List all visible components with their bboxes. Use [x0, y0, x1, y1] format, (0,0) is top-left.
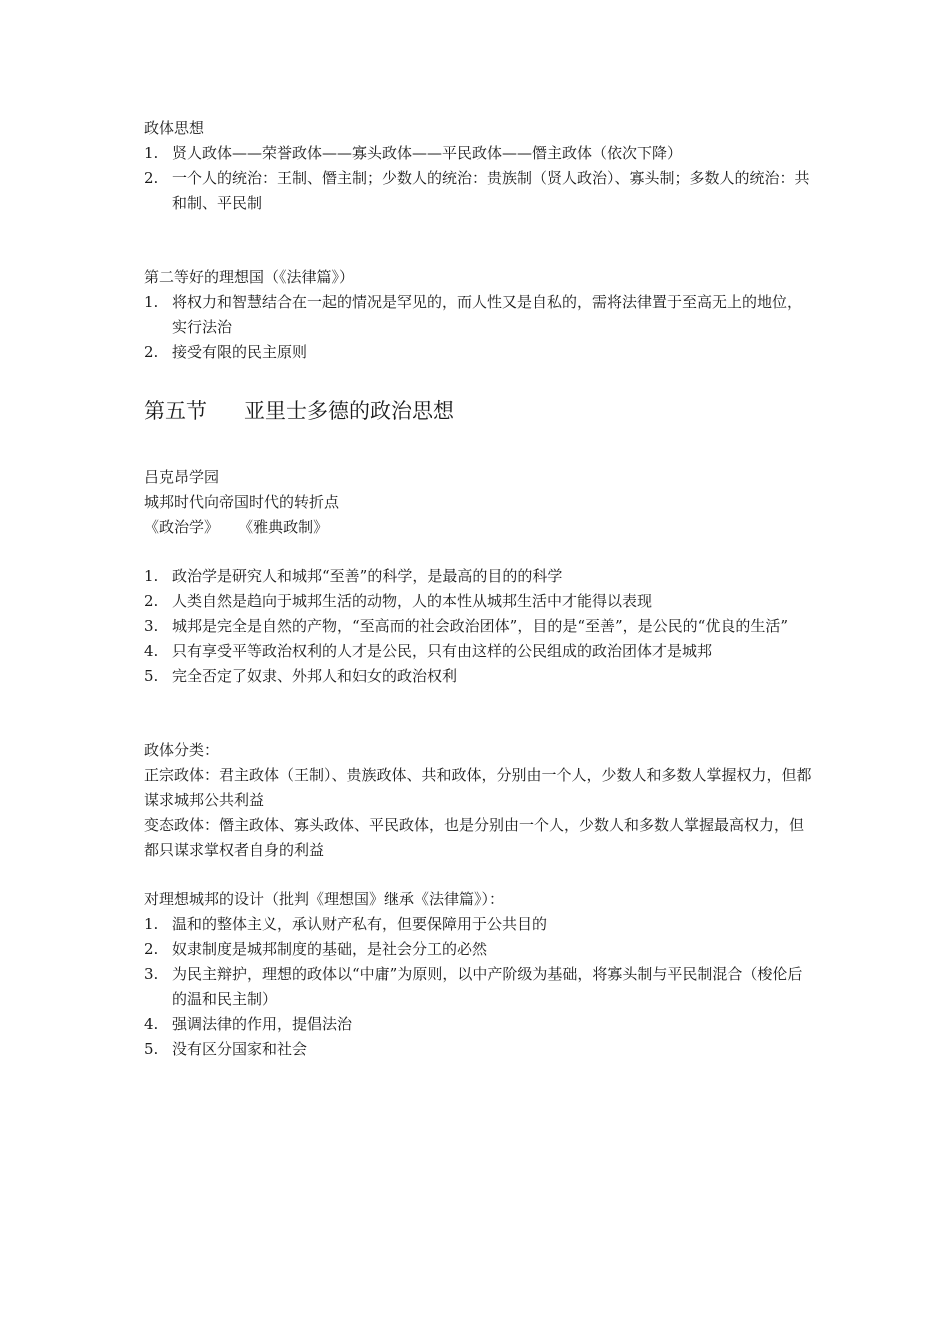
block5-title: 对理想城邦的设计（批判《理想国》继承《法律篇》）：	[144, 890, 505, 908]
intro-line-2: 城邦时代向帝国时代的转折点	[144, 493, 340, 511]
list-text: 人类自然是趋向于城邦生活的动物，人的本性从城邦生活中才能得以表现	[172, 592, 653, 610]
list-item	[144, 166, 814, 216]
list-item	[144, 912, 814, 937]
section-title: 亚里士多德的政治思想	[244, 399, 454, 423]
block2-title: 第二等好的理想国（《法律篇》）	[144, 268, 355, 286]
list-text: 只有享受平等政治权利的人才是公民，只有由这样的公民组成的政治团体才是城邦	[172, 642, 713, 660]
list-number: 3.	[144, 965, 159, 983]
block4-title: 政体分类：	[144, 741, 220, 759]
list-number: 2.	[144, 940, 159, 958]
list-item	[144, 1037, 814, 1062]
list-text: 没有区分国家和社会	[172, 1040, 308, 1058]
list-item	[144, 564, 814, 589]
list-item	[144, 290, 814, 340]
list-text: 温和的整体主义，承认财产私有，但要保障用于公共目的	[172, 915, 548, 933]
list-item	[144, 937, 814, 962]
block5-list	[144, 912, 814, 1062]
list-item	[144, 639, 814, 664]
intro-line-1: 吕克昂学园	[144, 468, 220, 486]
block1-list	[144, 141, 814, 216]
section-number: 第五节	[144, 399, 207, 423]
list-number: 1.	[144, 567, 159, 585]
block4-para-2: 变态政体：僭主政体、寡头政体、平民政体，也是分别由一个人，少数人和多数人掌握最高权力，但都只谋求掌权者自身的利益	[144, 816, 805, 859]
intro-line-3: 《政治学》 《雅典政制》	[144, 518, 329, 536]
block1-title: 政体思想	[144, 119, 205, 137]
list-text: 奴隶制度是城邦制度的基础，是社会分工的必然	[172, 940, 488, 958]
list-text: 政治学是研究人和城邦“至善”的科学，是最高的目的的科学	[172, 567, 563, 585]
block2-list	[144, 290, 814, 365]
block3-list	[144, 564, 814, 689]
list-text: 贤人政体——荣誉政体——寡头政体——平民政体——僭主政体（依次下降）	[172, 144, 683, 162]
list-number: 1.	[144, 293, 159, 311]
list-number: 4.	[144, 1015, 159, 1033]
list-item	[144, 614, 814, 639]
section-heading	[144, 396, 454, 426]
list-text: 将权力和智慧结合在一起的情况是罕见的，而人性又是自私的，需将法律置于至高无上的地位，实行法治	[172, 293, 803, 336]
list-text: 强调法律的作用，提倡法治	[172, 1015, 353, 1033]
list-text: 城邦是完全是自然的产物，“至高而的社会政治团体”，目的是“至善”，是公民的“优良的生活”	[172, 617, 789, 635]
list-text: 完全否定了奴隶、外邦人和妇女的政治权利	[172, 667, 458, 685]
block4-para-1: 正宗政体：君主政体（王制）、贵族政体、共和政体，分别由一个人，少数人和多数人掌握权力，但都谋求城邦公共利益	[144, 766, 812, 809]
list-number: 2.	[144, 169, 159, 187]
list-number: 1.	[144, 144, 159, 162]
list-text: 为民主辩护，理想的政体以“中庸”为原则，以中产阶级为基础，将寡头制与平民制混合（梭伦后的温和民主制）	[172, 965, 803, 1008]
list-number: 5.	[144, 1040, 159, 1058]
list-text: 一个人的统治：王制、僭主制；少数人的统治：贵族制（贤人政治）、寡头制；多数人的统治：共和制、平民制	[172, 169, 810, 212]
list-item	[144, 962, 814, 1012]
list-item	[144, 664, 814, 689]
list-number: 2.	[144, 592, 159, 610]
list-number: 3.	[144, 617, 159, 635]
list-item	[144, 340, 814, 365]
list-number: 1.	[144, 915, 159, 933]
list-item	[144, 1012, 814, 1037]
list-number: 4.	[144, 642, 159, 660]
list-item	[144, 589, 814, 614]
list-text: 接受有限的民主原则	[172, 343, 308, 361]
list-item	[144, 141, 814, 166]
list-number: 2.	[144, 343, 159, 361]
list-number: 5.	[144, 667, 159, 685]
